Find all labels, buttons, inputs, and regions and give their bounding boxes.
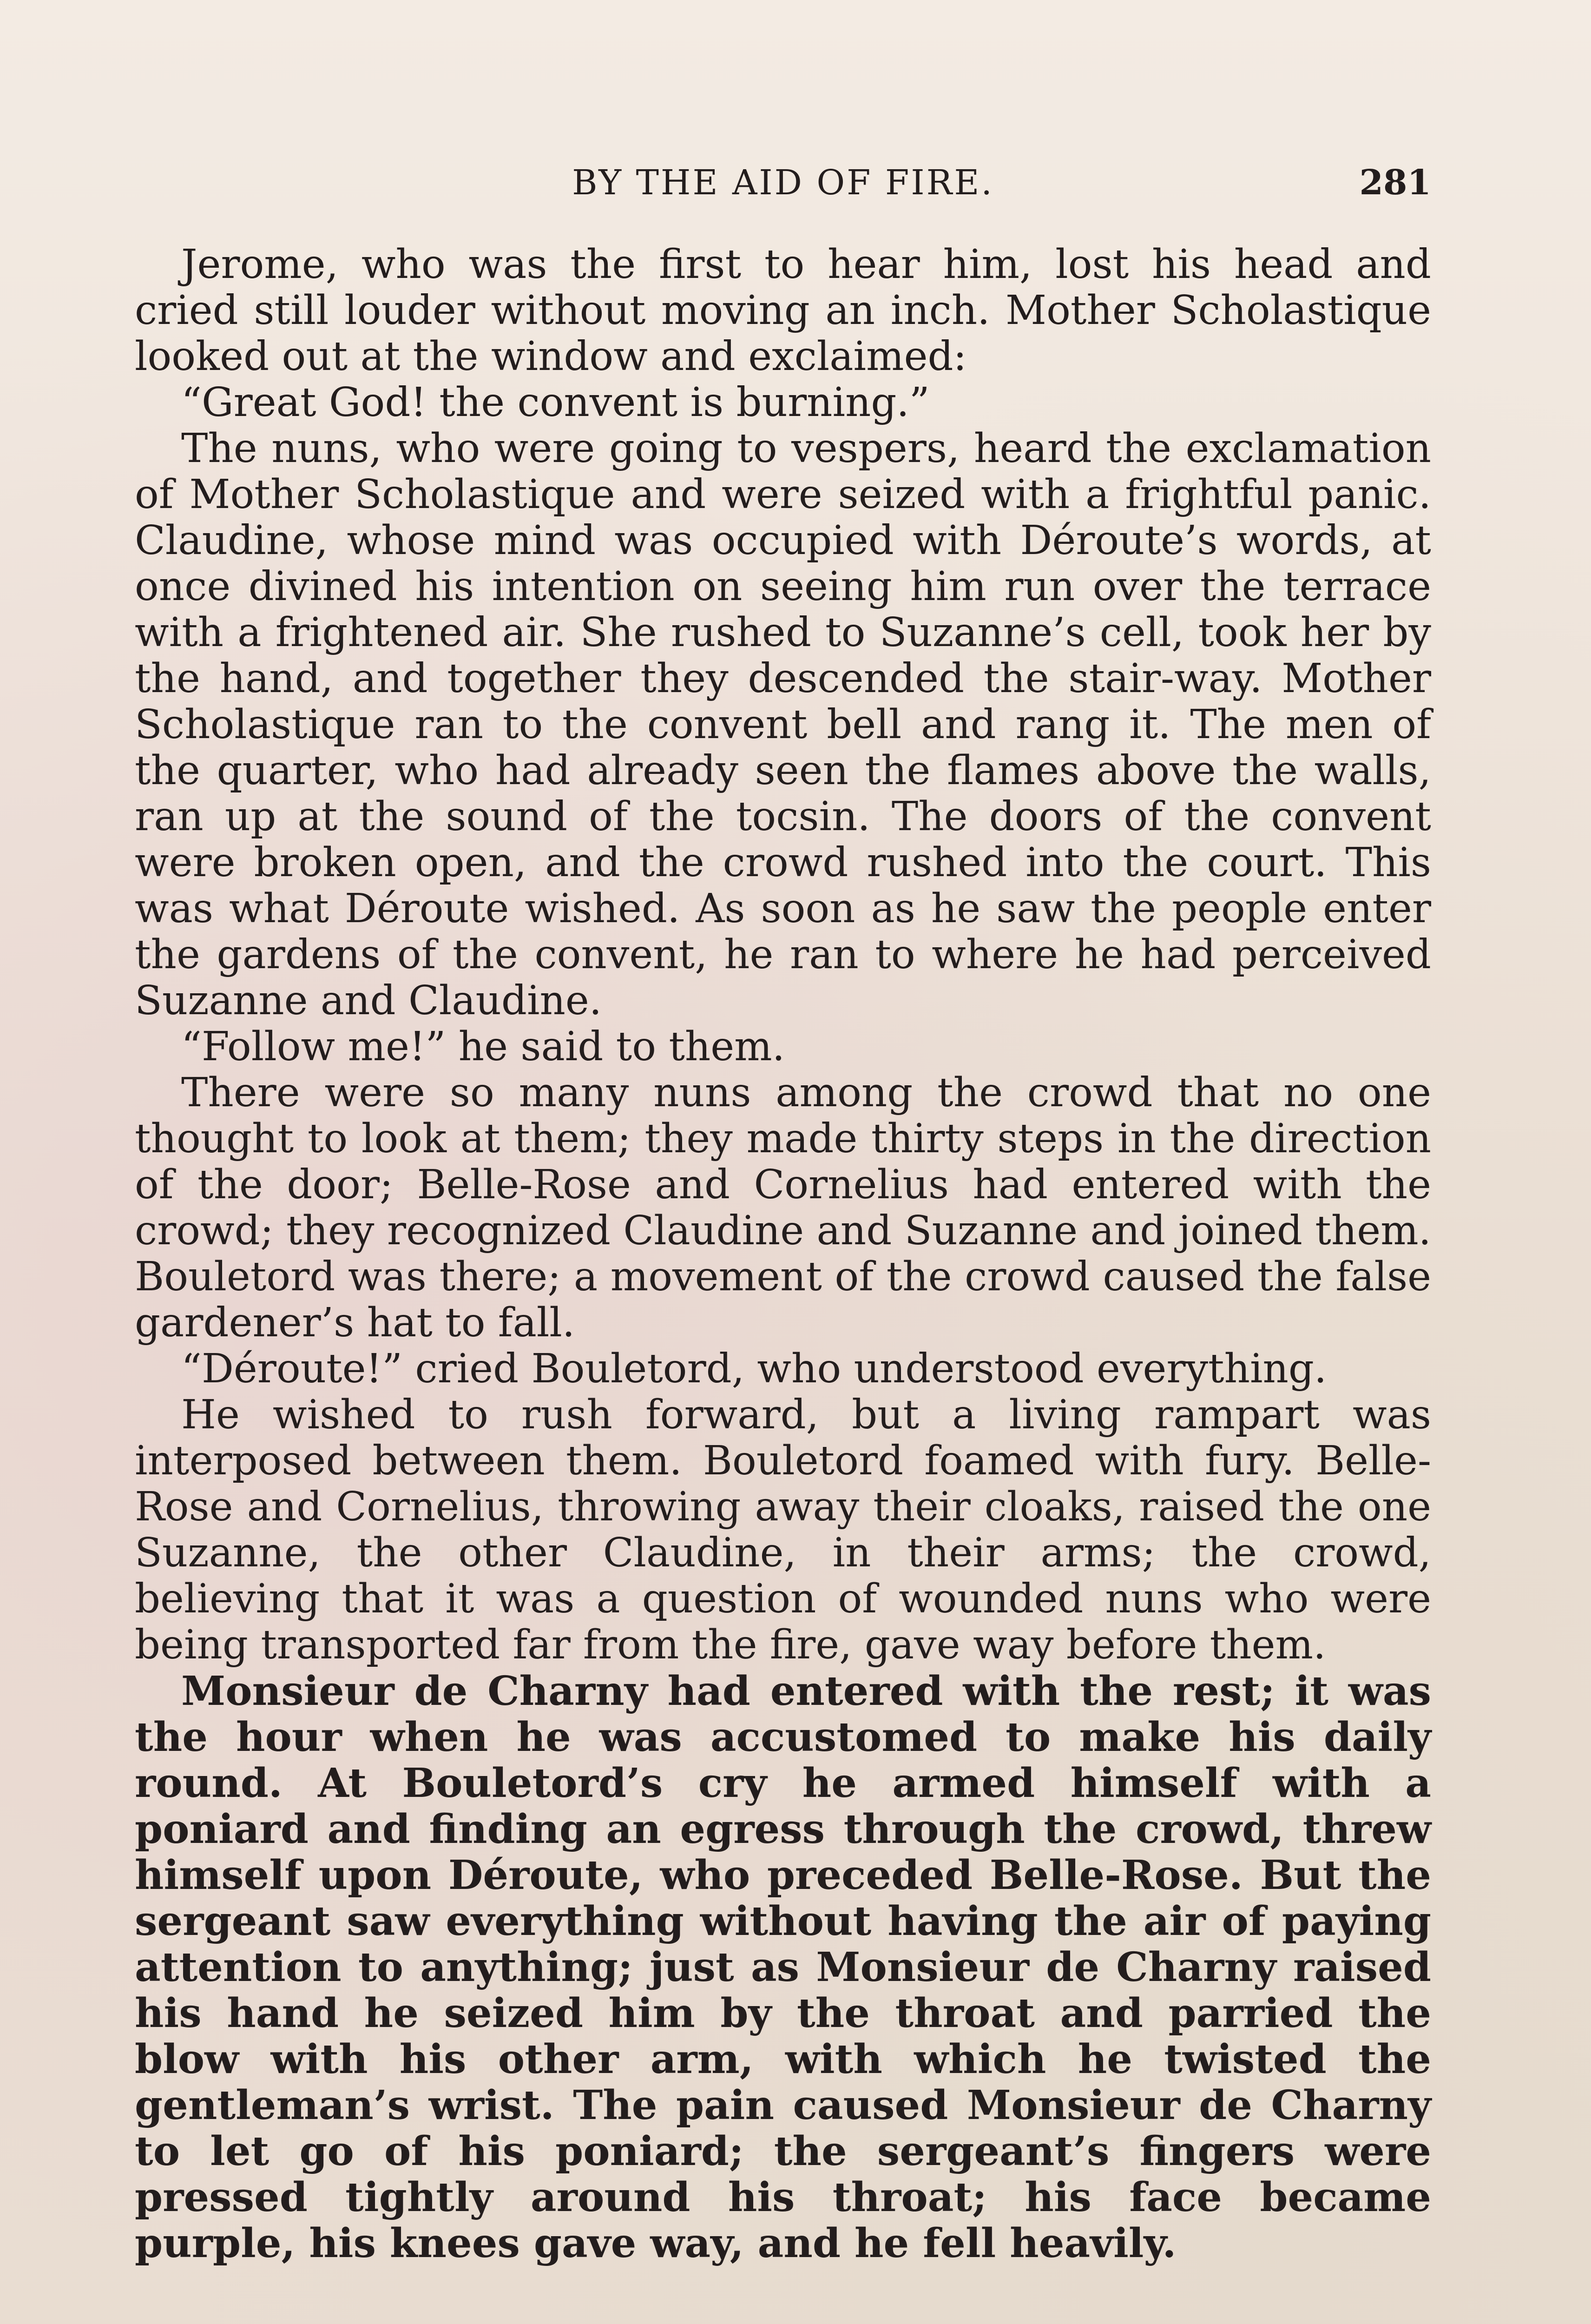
running-title: BY THE AID OF FIRE. bbox=[572, 163, 994, 203]
body-text bbox=[135, 242, 1431, 2266]
running-head bbox=[135, 158, 1431, 209]
paragraph-2: “Great God! the convent is burning.” bbox=[181, 379, 930, 426]
paragraph-6: “Déroute!” cried Bouletord, who understood everything. bbox=[181, 1346, 1327, 1392]
page-number: 281 bbox=[1359, 163, 1431, 203]
paragraph-3: The nuns, who were going to vespers, heard the exclamation of Mother Scholastique and were seized with a frightful panic. Claudine, whose mind was occupied with Déroute’s words, at once divined his intention on seeing him run over the terrace with a frightened air. She rushed to Suzanne’s cell, took her by the hand, and together they descended the stair-way. Mother Scholastique ran to the convent bell and rang it. The men of the quarter, who had already seen the flames above the walls, ran up at the sound of the tocsin. The doors of the convent were broken open, and the crowd rushed into the court. This was what Déroute wished. As soon as he saw the people enter the gardens of the convent, he ran to where he had perceived Suzanne and Claudine. bbox=[135, 425, 1431, 1024]
paragraph-1: Jerome, who was the first to hear him, lost his head and cried still louder without moving an inch. Mother Scholastique looked out at the window and exclaimed: bbox=[135, 241, 1431, 380]
paragraph-5: There were so many nuns among the crowd that no one thought to look at them; they made thirty steps in the direction of the door; Belle-Rose and Cornelius had entered with the crowd; they recognized Claudine and Suzanne and joined them. Bouletord was there; a movement of the crowd caused the false gardener’s hat to fall. bbox=[135, 1070, 1431, 1346]
paragraph-8: Monsieur de Charny had entered with the rest; it was the hour when he was accustomed to make his daily round. At Bouletord’s cry he armed himself with a poniard and finding an egress through the crowd, threw himself upon Déroute, who preceded Belle-Rose. But the sergeant saw everything without having the air of paying attention to anything; just as Monsieur de Charny raised his hand he seized him by the throat and parried the blow with his other arm, with which he twisted the gentleman’s wrist. The pain caused Monsieur de Charny to let go of his poniard; the sergeant’s fingers were pressed tightly around his throat; his face became purple, his knees gave way, and he fell heavily. bbox=[135, 1668, 1431, 2267]
paragraph-7: He wished to rush forward, but a living rampart was interposed between them. Bouletord foamed with fury. Belle-Rose and Cornelius, throwing away their cloaks, raised the one Suzanne, the other Claudine, in their arms; the crowd, believing that it was a question of wounded nuns who were being transported far from the fire, gave way before them. bbox=[135, 1392, 1431, 1668]
paragraph-4: “Follow me!” he said to them. bbox=[181, 1023, 785, 1070]
